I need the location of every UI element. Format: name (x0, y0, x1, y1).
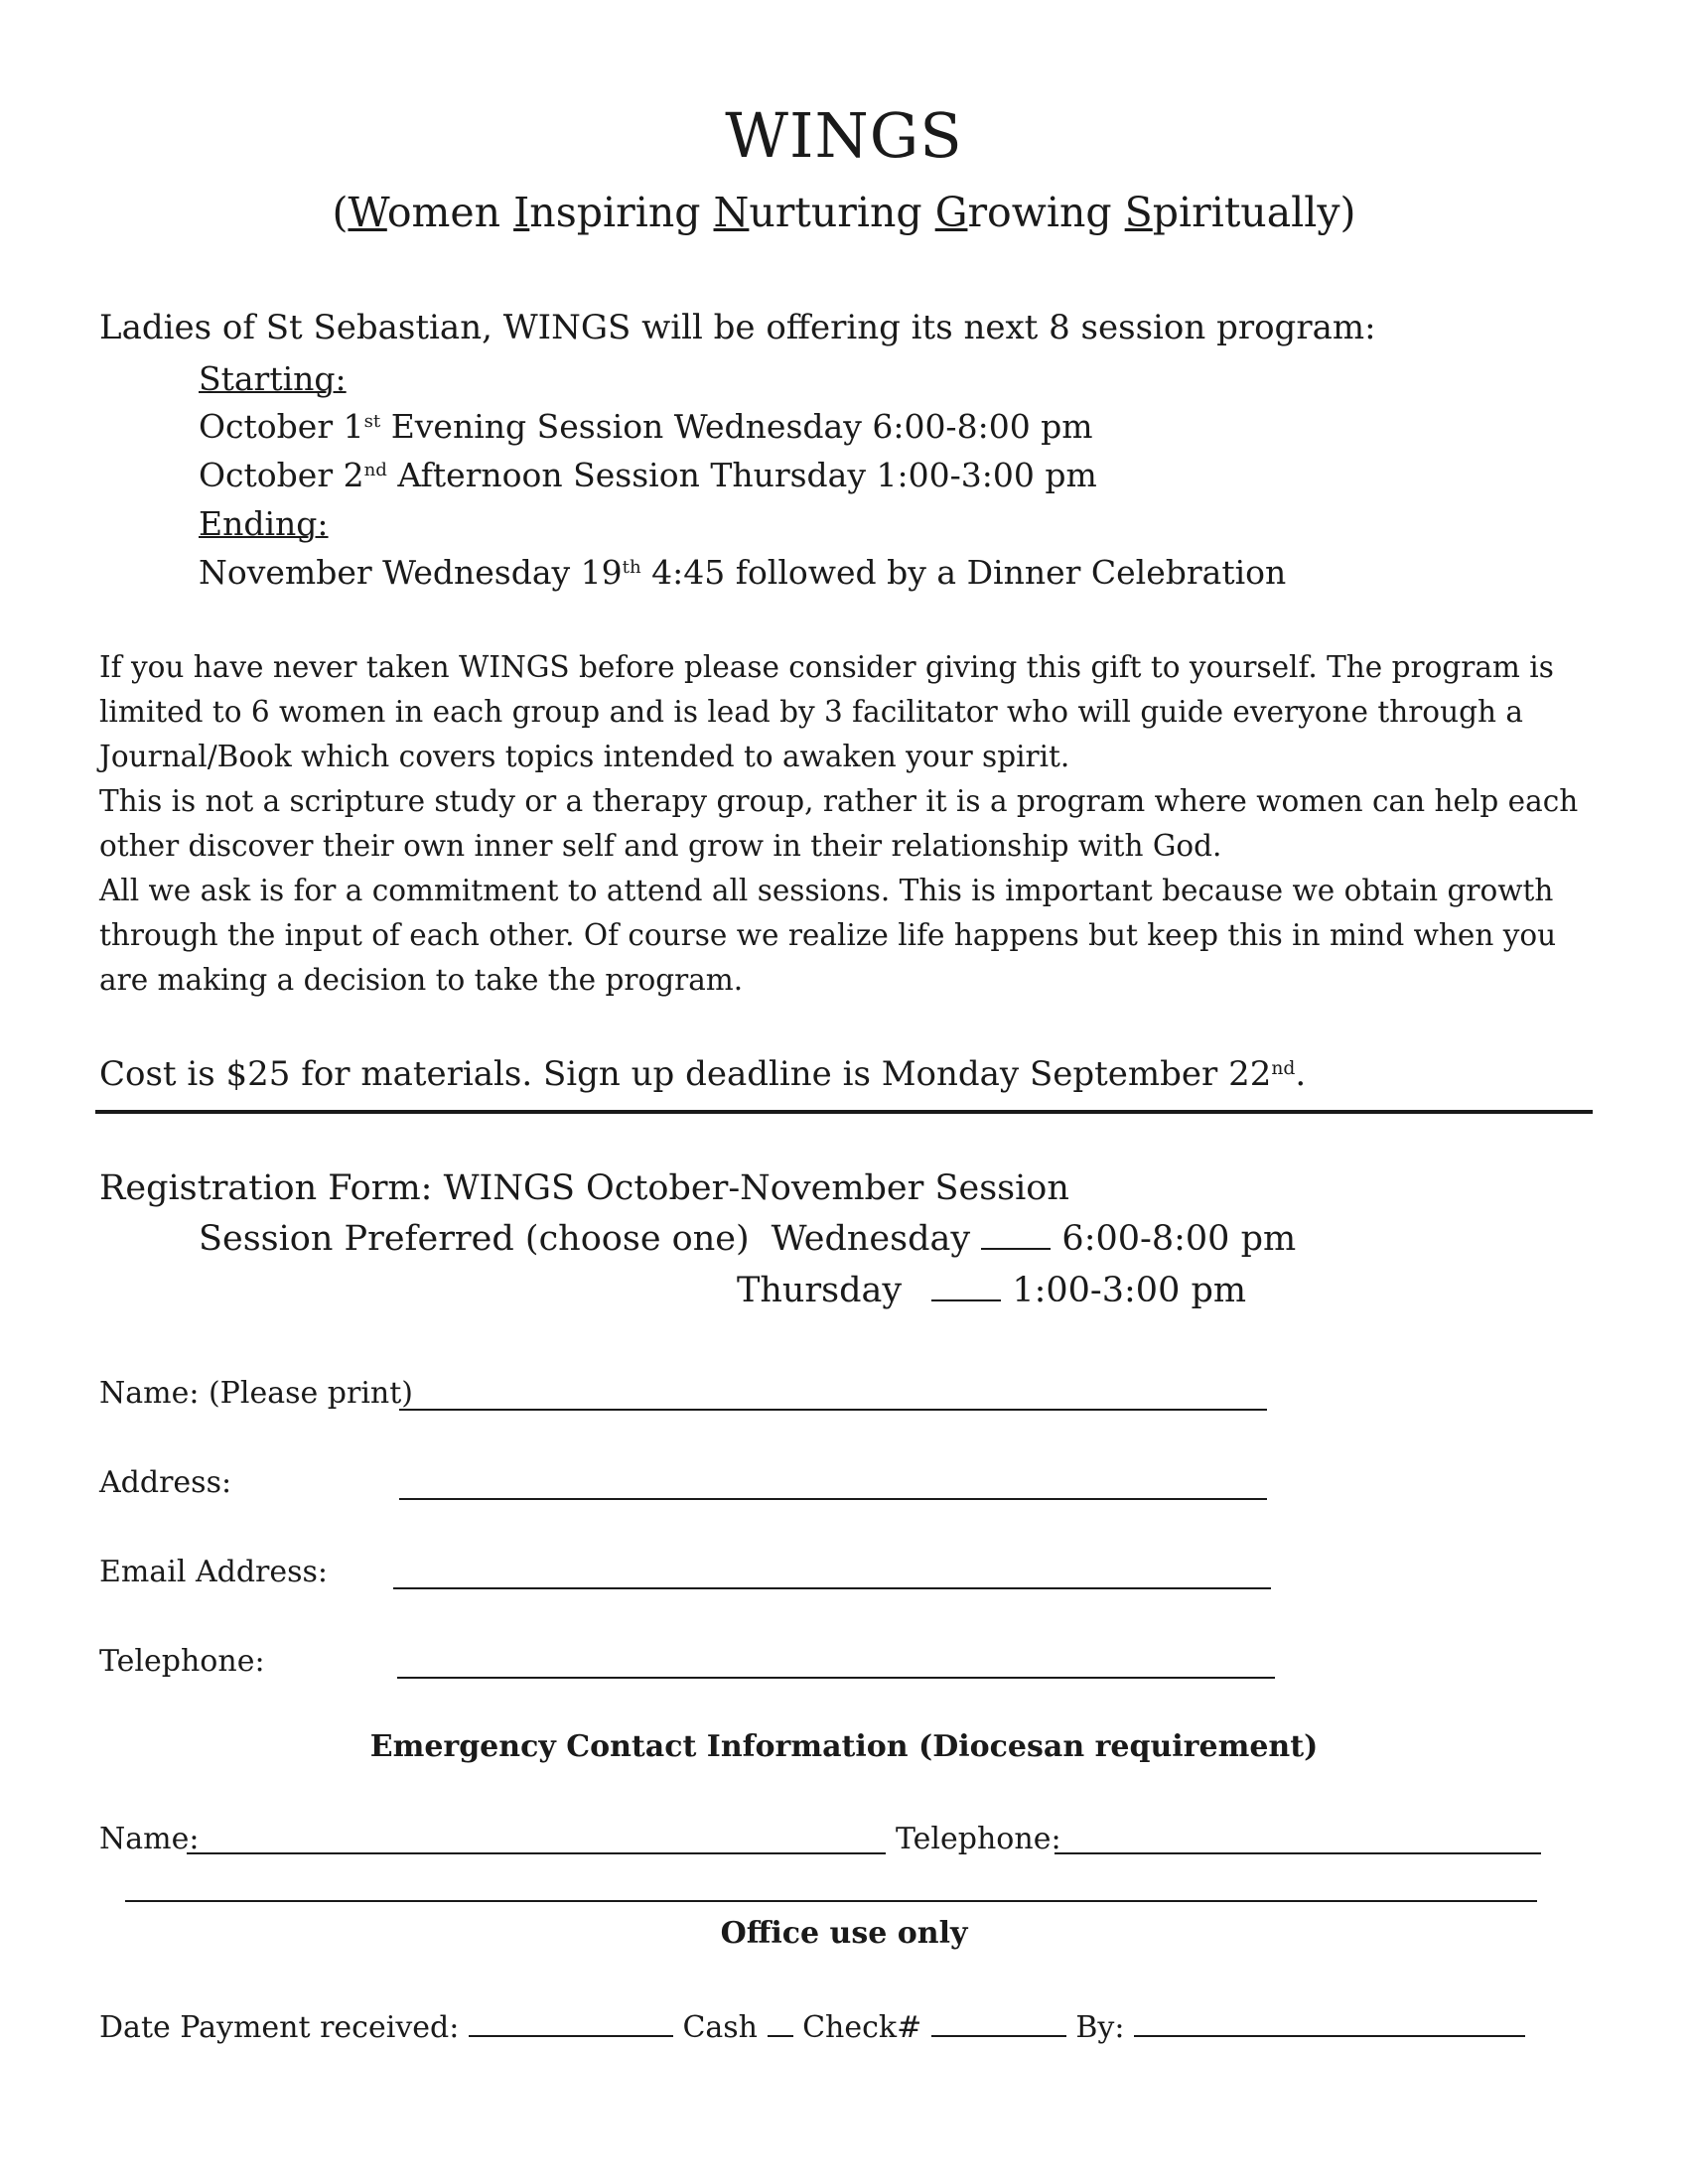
thursday-choice-blank[interactable] (931, 1298, 1001, 1301)
received-by-field[interactable] (1134, 2034, 1525, 2037)
emergency-heading: Emergency Contact Information (Diocesan requirement) (369, 1729, 1319, 1764)
acronym-word (1125, 189, 1340, 236)
cost-deadline: Cost is $25 for materials. Sign up deadline is Monday September 22nd. (99, 1054, 1307, 1094)
cash-label: Cash (682, 2010, 758, 2045)
ending-label: Ending: (199, 504, 329, 543)
starting-label: Starting: (199, 359, 347, 398)
page-subtitle: (Women Inspiring Nurturing Growing Spiritually) (332, 189, 1356, 236)
session-afternoon: October 2nd Afternoon Session Thursday 1:00-3:00 pm (199, 456, 1097, 494)
acronym-rest: urturing (749, 189, 922, 236)
check-number-field[interactable] (931, 2034, 1066, 2037)
acronym-rest: piritually (1152, 189, 1340, 236)
page-title: WINGS (725, 99, 963, 172)
name-label: Name: (Please print) (99, 1376, 414, 1411)
acronym-initial: W (348, 189, 387, 236)
emergency-name-label: Name: (99, 1822, 200, 1856)
acronym-rest: rowing (967, 189, 1112, 236)
intro-lead: Ladies of St Sebastian, WINGS will be offering its next 8 session program: (99, 308, 1376, 347)
office-divider (125, 1900, 1537, 1902)
wednesday-label: Wednesday (771, 1219, 971, 1259)
acronym-rest: nspiring (529, 189, 701, 236)
email-label: Email Address: (99, 1555, 329, 1589)
acronym-initial: I (513, 189, 530, 236)
session-evening: October 1st Evening Session Wednesday 6:00-8:00 pm (199, 407, 1093, 446)
wednesday-time: 6:00-8:00 pm (1061, 1219, 1297, 1259)
name-field[interactable] (399, 1409, 1267, 1411)
acronym-word (714, 189, 922, 236)
office-heading: Office use only (720, 1916, 968, 1951)
thursday-row (737, 1271, 1246, 1310)
wednesday-choice-blank[interactable] (981, 1247, 1051, 1250)
emergency-name-field[interactable] (187, 1852, 886, 1854)
date-payment-field[interactable] (469, 2034, 673, 2037)
acronym-initial: G (934, 189, 968, 236)
acronym-initial: N (713, 189, 750, 236)
check-label: Check# (802, 2010, 922, 2045)
cash-field[interactable] (768, 2034, 793, 2037)
payment-row (99, 2010, 1525, 2045)
by-label: By: (1075, 2010, 1125, 2045)
acronym-word (513, 189, 700, 236)
acronym-initial: S (1124, 189, 1153, 236)
emergency-telephone-field[interactable] (1055, 1852, 1541, 1854)
session-preferred-row (199, 1219, 1296, 1259)
registration-title: Registration Form: WINGS October-November Session (99, 1168, 1069, 1208)
date-payment-label: Date Payment received: (99, 2010, 460, 2045)
thursday-label: Thursday (737, 1271, 903, 1310)
session-preferred-label: Session Preferred (choose one) (199, 1219, 750, 1259)
session-ending: November Wednesday 19th 4:45 followed by a Dinner Celebration (199, 553, 1287, 592)
emergency-telephone-label: Telephone: (896, 1822, 1061, 1856)
acronym-word (935, 189, 1112, 236)
acronym-word (348, 189, 500, 236)
telephone-field[interactable] (397, 1677, 1275, 1679)
telephone-label: Telephone: (99, 1644, 265, 1679)
acronym-rest: omen (386, 189, 501, 236)
email-field[interactable] (393, 1587, 1271, 1589)
paragraph-commitment: All we ask is for a commitment to attend all sessions. This is important because we obtain growth through the input of each other. Of course we realize life happens but keep this in mind when you are making a decision to take the program. (99, 874, 1557, 997)
acronym-expansion (348, 189, 1339, 236)
section-divider (95, 1110, 1593, 1114)
address-label: Address: (99, 1465, 232, 1500)
thursday-time: 1:00-3:00 pm (1012, 1271, 1247, 1310)
paragraph-purpose: This is not a scripture study or a therapy group, rather it is a program where women can help each other discover their own inner self and grow in their relationship with God. (99, 784, 1579, 863)
paragraph-intro: If you have never taken WINGS before please consider giving this gift to yourself. The program is limited to 6 women in each group and is lead by 3 facilitator who will guide everyone through a Journal/Book which covers topics intended to awaken your spirit. (99, 650, 1554, 773)
address-field[interactable] (399, 1498, 1267, 1500)
